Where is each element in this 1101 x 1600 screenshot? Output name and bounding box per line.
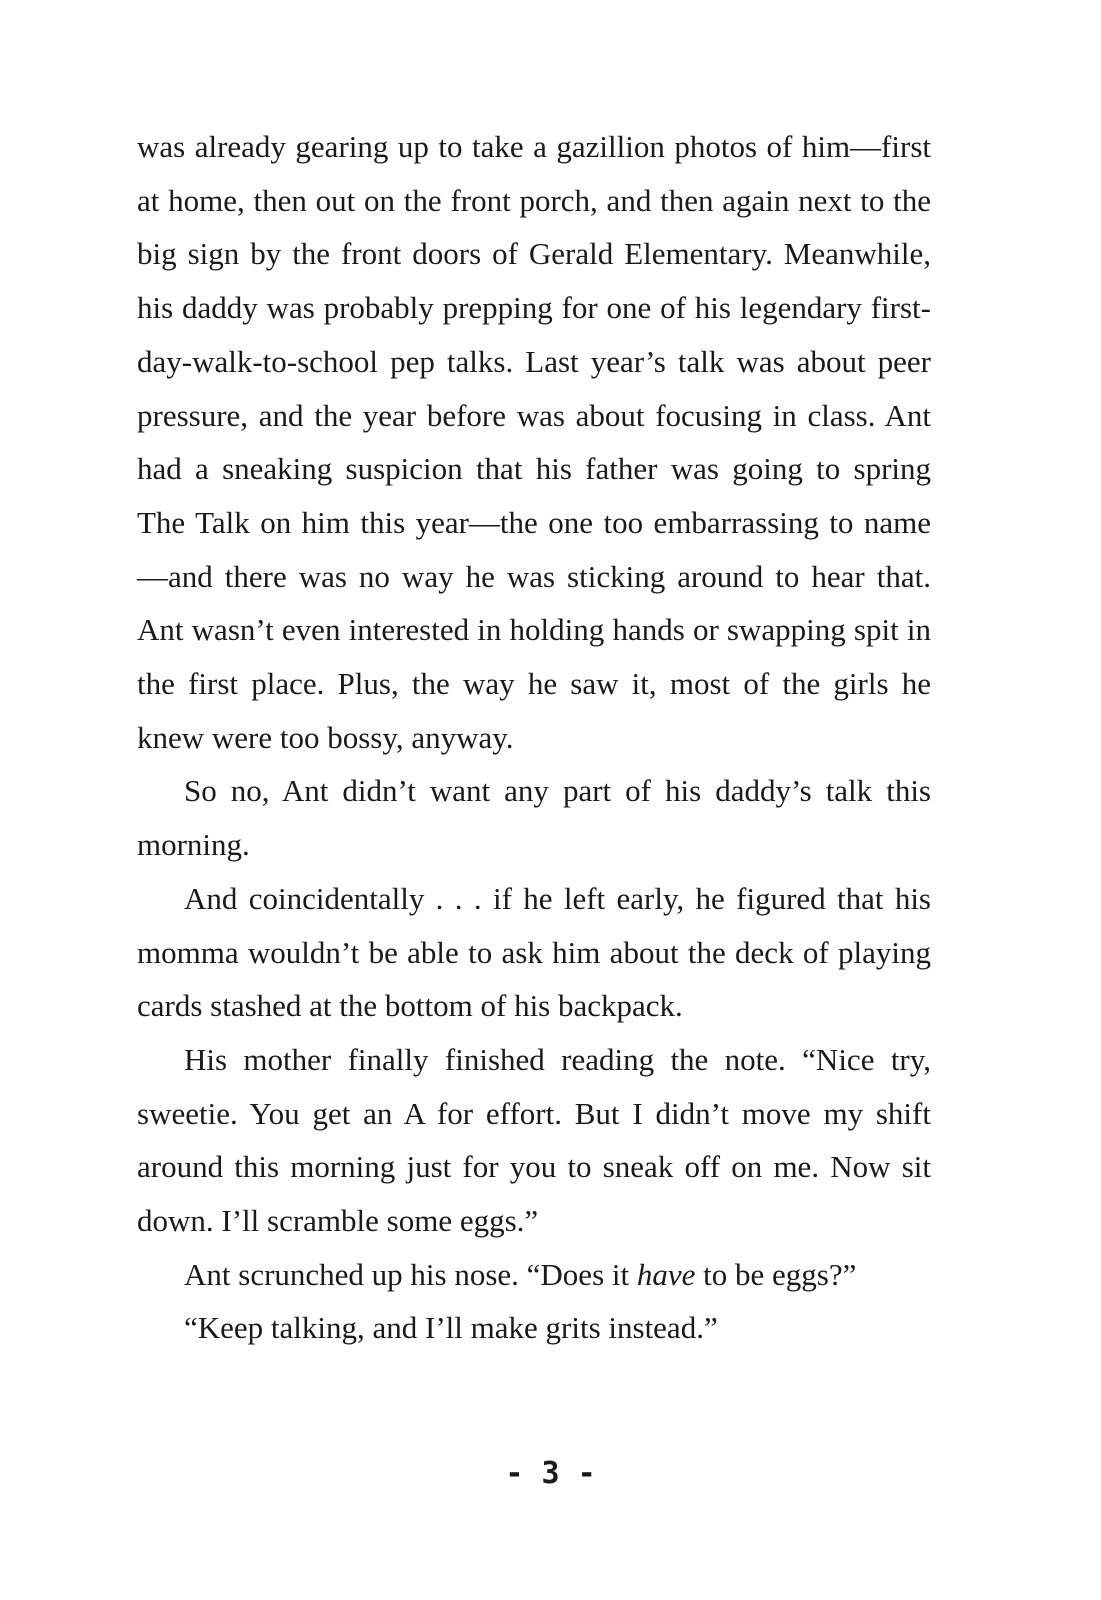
paragraph-text: Ant scrunched up his nose. “Does it xyxy=(184,1256,637,1292)
paragraph-text: And coincidentally . . . if he left early, he figured that his momma wouldn’t be able to ask him about the deck of playing cards stashed at the bottom of his backpack. xyxy=(137,880,931,1024)
paragraph-6 xyxy=(137,1301,931,1355)
paragraph-text: to be eggs?” xyxy=(695,1256,857,1292)
paragraph-text: was already gearing up to take a gazillion photos of him—first at home, then out on the front porch, and then again next to the big sign by the front doors of Gerald Elementary. Meanwhile, his daddy was probably prepping for one of his legendary first-day-walk-to-school pep talks. Last year’s talk was about peer pressure, and the year before was about focusing in class. Ant had a sneaking suspicion that his father was going to spring The Talk on him this year—the one too embarrassing to name—and there was no way he was sticking around to hear that. Ant wasn’t even interested in holding hands or swapping spit in the first place. Plus, the way he saw it, most of the girls he knew were too bossy, anyway. xyxy=(137,129,931,755)
paragraph-text: His mother finally finished reading the note. “Nice try, sweetie. You get an A for effort. But I didn’t move my shift around this morning just for you to sneak off on me. Now sit down. I’ll scramble some eggs.” xyxy=(137,1041,931,1239)
paragraph-text: “Keep talking, and I’ll make grits instead.” xyxy=(184,1310,718,1346)
paragraph-1 xyxy=(137,120,931,764)
paragraph-4 xyxy=(137,1033,931,1248)
paragraph-5 xyxy=(137,1248,931,1302)
paragraph-text: So no, Ant didn’t want any part of his daddy’s talk this morning. xyxy=(137,773,931,863)
paragraph-2 xyxy=(137,764,931,871)
emphasized-word: have xyxy=(636,1256,696,1292)
page-number: - 3 - xyxy=(505,1456,596,1491)
body-text xyxy=(137,120,931,1355)
paragraph-3 xyxy=(137,872,931,1033)
